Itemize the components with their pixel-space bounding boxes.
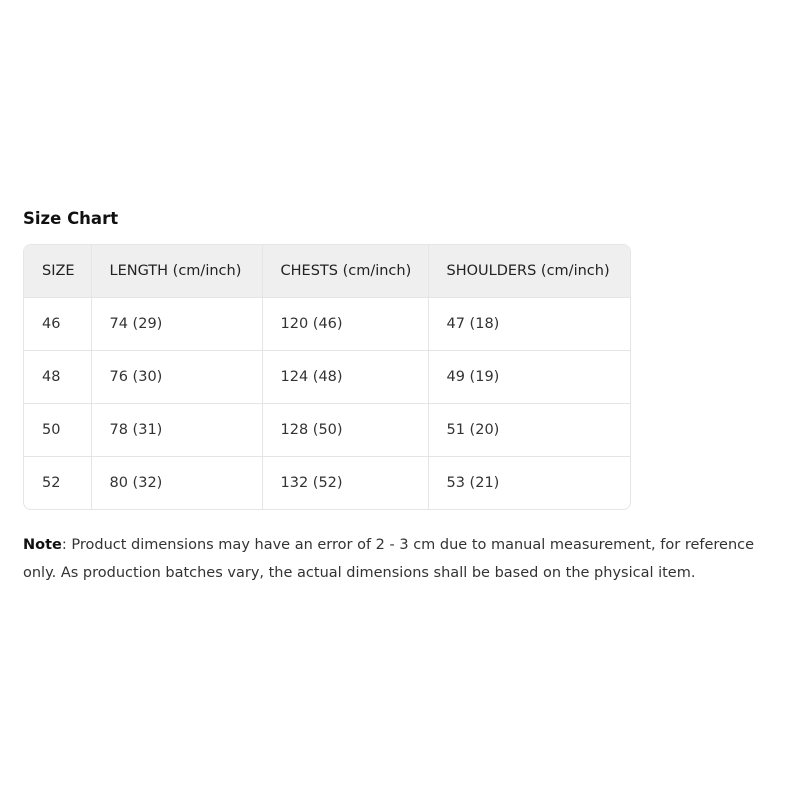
cell-length: 74 (29) [91,298,262,351]
size-chart-title: Size Chart [23,209,119,228]
table-row [24,404,630,457]
cell-shoulder: 51 (20) [428,404,630,457]
cell-size: 50 [24,404,91,457]
table-row [24,457,630,510]
cell-shoulder: 49 (19) [428,351,630,404]
size-chart-table-container [23,244,631,510]
cell-length: 80 (32) [91,457,262,510]
cell-shoulder: 53 (21) [446,475,500,491]
cell-shoulder: 47 (18) [428,298,630,351]
header-chests: CHESTS (cm/inch) [262,245,428,298]
header-length: LENGTH (cm/inch) [91,245,262,298]
cell-size: 46 [24,298,91,351]
cell-length: 78 (31) [91,404,262,457]
cell-chest: 132 (52) [262,457,428,510]
header-size: SIZE [24,245,91,298]
measurement-note [23,531,789,587]
cell-size: 48 [24,351,91,404]
table-header-row [24,245,630,298]
size-chart-section [23,206,789,587]
cell-size: 52 [24,457,91,510]
cell-chest: 120 (46) [262,298,428,351]
table-row [24,298,630,351]
note-label: Note [23,537,62,553]
size-chart-table [24,245,630,509]
table-row [24,351,630,404]
cell-chest: 124 (48) [262,351,428,404]
cell-chest: 128 (50) [262,404,428,457]
header-shoulders: SHOULDERS (cm/inch) [428,245,630,298]
note-text: : Product dimensions may have an error of 2 - 3 cm due to manual measurement, for reference only. As production batches vary, the actual dimensions shall be based on the physical item. [23,537,755,581]
cell-length: 76 (30) [91,351,262,404]
